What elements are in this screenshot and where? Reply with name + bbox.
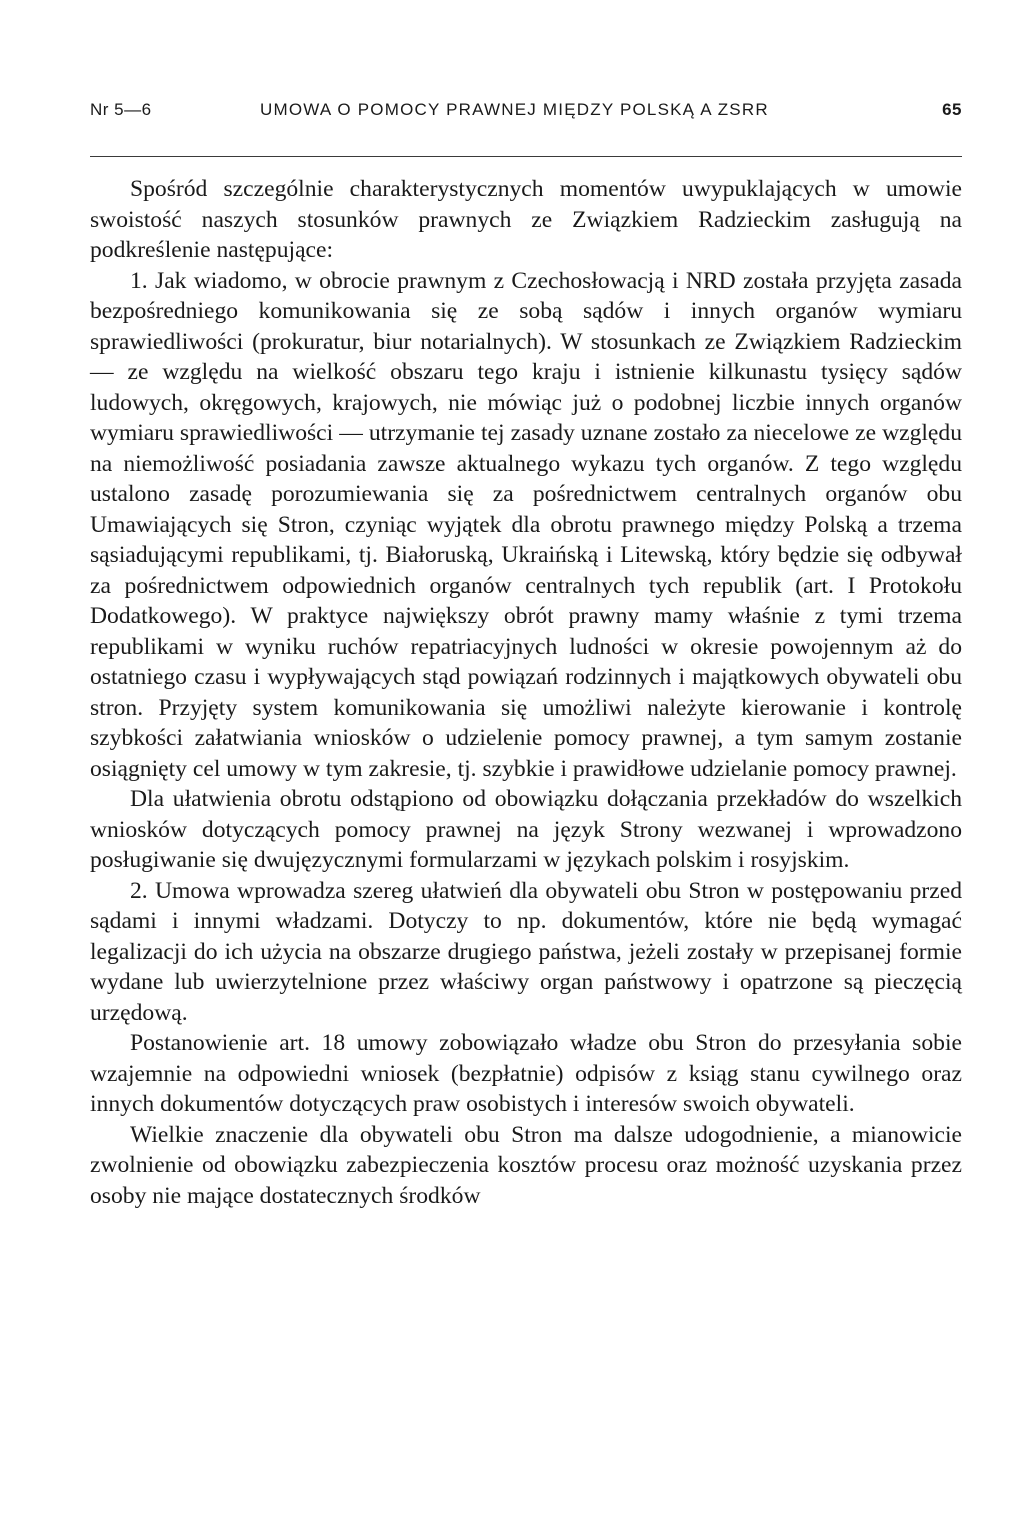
body-text (90, 174, 962, 1211)
paragraph: Spośród szczególnie charakterystycznych momentów uwypuklających w umowie swoistość naszych stosunków prawnych ze Związkiem Radzieckim zasługują na podkreślenie następujące: (90, 176, 962, 263)
paragraph: Dla ułatwienia obrotu odstąpiono od obowiązku dołączania przekładów do wszelkich wniosków dotyczących pomocy prawnej na język Strony wezwanej i wprowadzono posługiwanie się dwujęzycznymi formularzami w językach polskim i rosyjskim. (90, 786, 962, 873)
paragraph: Postanowienie art. 18 umowy zobowiązało władze obu Stron do przesyłania sobie wzajemnie na odpowiedni wniosek (bezpłatnie) odpisów z ksiąg stanu cywilnego oraz innych dokumentów dotyczących praw osobistych i interesów swoich obywateli. (90, 1030, 962, 1117)
running-title: UMOWA O POMOCY PRAWNEJ MIĘDZY POLSKĄ A ZSRR (260, 100, 769, 119)
paragraph: Wielkie znaczenie dla obywateli obu Stron ma dalsze udogodnienie, a mianowicie zwolnienie od obowiązku zabezpieczenia kosztów procesu oraz możność uzyskania przez osoby nie mające dostatecznych środków (90, 1121, 962, 1209)
paragraph: 1. Jak wiadomo, w obrocie prawnym z Czechosłowacją i NRD została przyjęta zasada bezpośredniego komunikowania się ze sobą sądów i innych organów wymiaru sprawiedliwości (prokuratur, biur notarialnych). W stosunkach ze Związkiem Radzieckim — ze względu na wielkość obszaru tego kraju i istnienie kilkunastu tysięcy sądów ludowych, okręgowych, krajowych, nie mówiąc już o podobnej liczbie innych organów wymiaru sprawiedliwości — utrzymanie tej zasady uznane zostało za niecelowe ze względu na niemożliwość posiadania zawsze aktualnego wykazu tych organów. Z tego względu ustalono zasadę porozumiewania się za pośrednictwem centralnych organów obu Umawiających się Stron, czyniąc wyjątek dla obrotu prawnego między Polską a trzema sąsiadującymi republikami, tj. Białoruską, Ukraińską i Litewską, który będzie się odbywał za pośrednictwem odpowiednich organów centralnych tych republik (art. I Protokołu Dodatkowego). W praktyce największy obrót prawny mamy właśnie z tymi trzema republikami w wyniku ruchów repatriacyjnych ludności w okresie powojennym aż do ostatniego czasu i wypływających stąd powiązań rodzinnych i majątkowych obywateli obu stron. Przyjęty system komunikowania się umożliwi należyte kierowanie i kontrolę szybkości załatwiania wniosków o udzielenie pomocy prawnej, a tym samym zostanie osiągnięty cel umowy w tym zakresie, tj. szybkie i prawidłowe udzielanie pomocy prawnej. (90, 267, 962, 782)
paragraph: 2. Umowa wprowadza szereg ułatwień dla obywateli obu Stron w postępowaniu przed sądami i innymi władzami. Dotyczy to np. dokumentów, które nie będą wymagać legalizacji do ich użycia na obszarze drugiego państwa, jeżeli zostały w przepisanej formie wydane lub uwierzytelnione przez właściwy organ państwowy i opatrzone są pieczęcią urzędową. (90, 877, 962, 1026)
header-rule (90, 156, 962, 157)
running-header (90, 100, 962, 130)
page-number: 65 (942, 100, 962, 119)
issue-number: Nr 5—6 (90, 100, 152, 119)
